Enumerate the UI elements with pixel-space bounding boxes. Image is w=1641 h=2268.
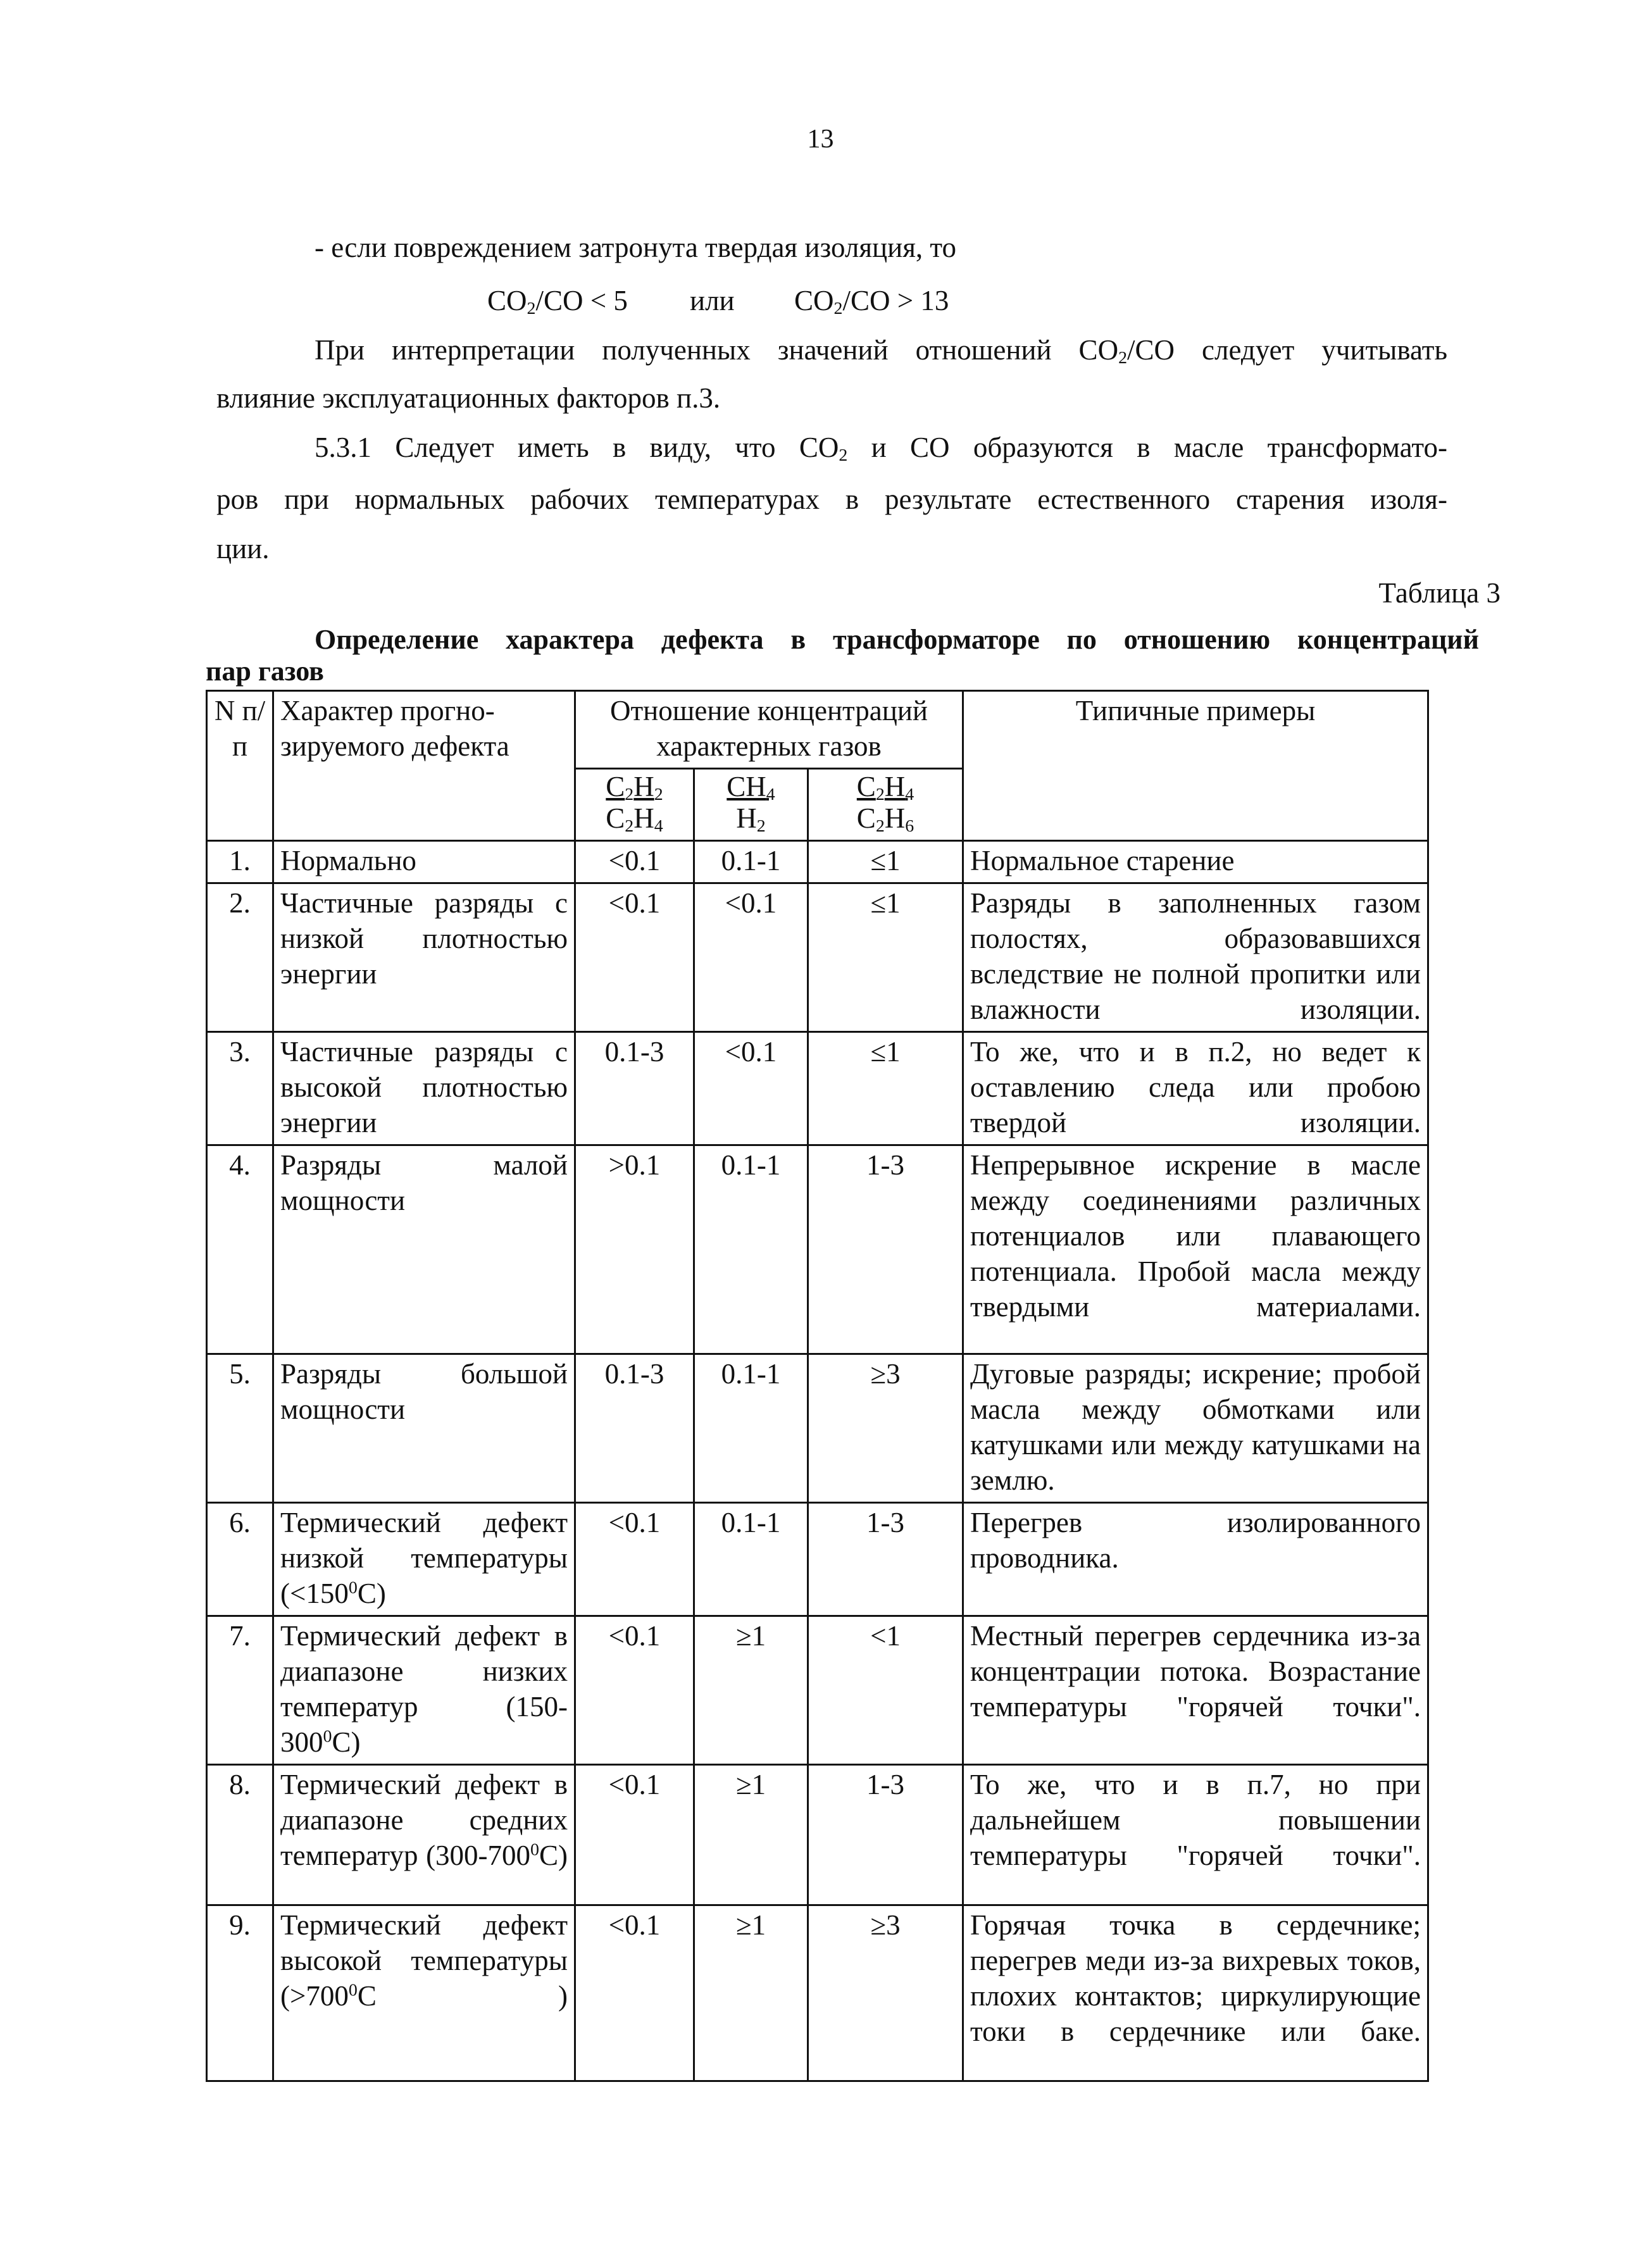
row-ratio-2: ≥1 — [694, 1616, 808, 1765]
table-caption-line-2: пар газов — [206, 656, 324, 687]
row-defect: Разряды большой мощности — [273, 1354, 575, 1503]
text-line-solid-insulation: - если повреждением затронута твердая изоляция, то — [315, 232, 956, 263]
ratio-3-numerator: $C_2H_4$ — [856, 771, 914, 805]
table-row — [207, 841, 1428, 883]
row-ratio-2: ≥1 — [694, 1765, 808, 1905]
paragraph-531-line-2: ров при нормальных рабочих температурах в результате естественного старения изоля- — [216, 483, 1447, 515]
row-ratio-3: <1 — [808, 1616, 963, 1765]
header-number: N п/п — [207, 691, 273, 841]
table-row — [207, 1616, 1428, 1765]
header-ratio-ch4-h2 — [694, 769, 808, 841]
row-ratio-3: ≤1 — [808, 883, 963, 1032]
formula-or: или — [690, 285, 735, 316]
row-example: Дуговые разряды; искрение; пробой масла между обмотками или катушками или между катушками на землю. — [963, 1354, 1428, 1503]
row-ratio-3: ≤1 — [808, 841, 963, 883]
row-defect: Частичные разряды с высокой плотностью энергии — [273, 1032, 575, 1145]
row-number: 6. — [207, 1503, 273, 1616]
row-example: Нормальное старение — [963, 841, 1428, 883]
table-row — [207, 1032, 1428, 1145]
row-ratio-3: ≥3 — [808, 1905, 963, 2081]
table-label: Таблица 3 — [1378, 577, 1501, 609]
row-ratio-3: 1-3 — [808, 1145, 963, 1354]
row-defect: Нормально — [273, 841, 575, 883]
row-ratio-3: 1-3 — [808, 1503, 963, 1616]
row-ratio-1: 0.1-3 — [575, 1354, 694, 1503]
row-number: 7. — [207, 1616, 273, 1765]
ratio-3-denominator: $C_2H_6$ — [856, 802, 914, 837]
paragraph-531-line-3: ции. — [216, 533, 270, 564]
row-example: То же, что и в п.7, но при дальнейшем повышении температуры "горячей точки". — [963, 1765, 1428, 1905]
paragraph-interpretation-line-1: При интерпретации полученных значений отношений $CO_2/CO$ следует учитывать — [315, 334, 1447, 368]
row-ratio-2: <0.1 — [694, 1032, 808, 1145]
row-ratio-1: <0.1 — [575, 1905, 694, 2081]
row-defect: Термический дефект в диапазоне средних температур $(300-700^0С)$ — [273, 1765, 575, 1905]
table-caption-line-1: Определение характера дефекта в трансформаторе по отношению концентраций — [315, 624, 1479, 655]
row-ratio-2: <0.1 — [694, 883, 808, 1032]
row-example: Разряды в заполненных газом полостях, образовавшихся вследствие не полной пропитки или влажности изоляции. — [963, 883, 1428, 1032]
row-number: 5. — [207, 1354, 273, 1503]
paragraph-interpretation-line-2: влияние эксплуатационных факторов п.3. — [216, 382, 721, 414]
row-ratio-1: 0.1-3 — [575, 1032, 694, 1145]
row-example: Непрерывное искрение в масле между соединениями различных потенциалов или плавающего потенциала. Пробой масла между твердыми материалами. — [963, 1145, 1428, 1354]
header-ratio-c2h2-c2h4 — [575, 769, 694, 841]
row-number: 3. — [207, 1032, 273, 1145]
row-ratio-1: <0.1 — [575, 883, 694, 1032]
row-defect: Частичные разряды с низкой плотностью энергии — [273, 883, 575, 1032]
ratio-2-denominator: $H_2$ — [736, 802, 766, 837]
table-row — [207, 1503, 1428, 1616]
row-example: То же, что и в п.2, но ведет к оставлению следа или пробою твердой изоляции. — [963, 1032, 1428, 1145]
table-row — [207, 1905, 1428, 2081]
row-defect: Термический дефект низкой температуры $(<150^0С)$ — [273, 1503, 575, 1616]
formula-co2-co-greater: $CO_2/CO > 13$ — [794, 285, 949, 319]
row-number: 4. — [207, 1145, 273, 1354]
table-row — [207, 1354, 1428, 1503]
table-row — [207, 883, 1428, 1032]
table-header-row — [207, 691, 1428, 769]
row-ratio-1: >0.1 — [575, 1145, 694, 1354]
row-ratio-1: <0.1 — [575, 1503, 694, 1616]
header-ratio-group: Отношение концентраций характерных газов — [575, 691, 963, 769]
ratio-1-numerator: $C_2H_2$ — [606, 771, 663, 805]
row-defect: Термический дефект высокой температуры ($>700^0С$ ) — [273, 1905, 575, 2081]
row-ratio-1: <0.1 — [575, 1765, 694, 1905]
ratio-2-numerator: $CH_4$ — [727, 771, 775, 805]
row-ratio-3: ≥3 — [808, 1354, 963, 1503]
row-ratio-2: 0.1-1 — [694, 1145, 808, 1354]
row-ratio-1: <0.1 — [575, 1616, 694, 1765]
row-ratio-2: 0.1-1 — [694, 841, 808, 883]
row-number: 2. — [207, 883, 273, 1032]
defect-ratio-table — [206, 690, 1429, 2082]
ratio-1-denominator: $C_2H_4$ — [606, 802, 663, 837]
header-ratio-c2h4-c2h6 — [808, 769, 963, 841]
header-defect-type: Характер прогно-зируемого дефекта — [273, 691, 575, 841]
table-row — [207, 1765, 1428, 1905]
table-row — [207, 1145, 1428, 1354]
formula-co2-co-less: $CO_2/CO < 5$ — [487, 285, 628, 319]
page-number: 13 — [807, 125, 834, 154]
row-defect: Термический дефект в диапазоне низких температур (150- $300^0С$) — [273, 1616, 575, 1765]
row-ratio-1: <0.1 — [575, 841, 694, 883]
paragraph-531-line-1: 5.3.1 Следует иметь в виду, что $CO_2$ и CO образуются в масле трансформато- — [315, 432, 1447, 466]
header-typical-examples: Типичные примеры — [963, 691, 1428, 841]
row-example: Горячая точка в сердечнике; перегрев меди из-за вихревых токов, плохих контактов; циркулирующие токи в сердечнике или баке. — [963, 1905, 1428, 2081]
row-ratio-2: 0.1-1 — [694, 1354, 808, 1503]
row-ratio-2: ≥1 — [694, 1905, 808, 2081]
row-example: Местный перегрев сердечника из-за концентрации потока. Возрастание температуры "горячей точки". — [963, 1616, 1428, 1765]
row-ratio-3: ≤1 — [808, 1032, 963, 1145]
row-number: 1. — [207, 841, 273, 883]
row-number: 9. — [207, 1905, 273, 2081]
row-ratio-3: 1-3 — [808, 1765, 963, 1905]
row-defect: Разряды малой мощности — [273, 1145, 575, 1354]
row-number: 8. — [207, 1765, 273, 1905]
row-example: Перегрев изолированного проводника. — [963, 1503, 1428, 1616]
row-ratio-2: 0.1-1 — [694, 1503, 808, 1616]
